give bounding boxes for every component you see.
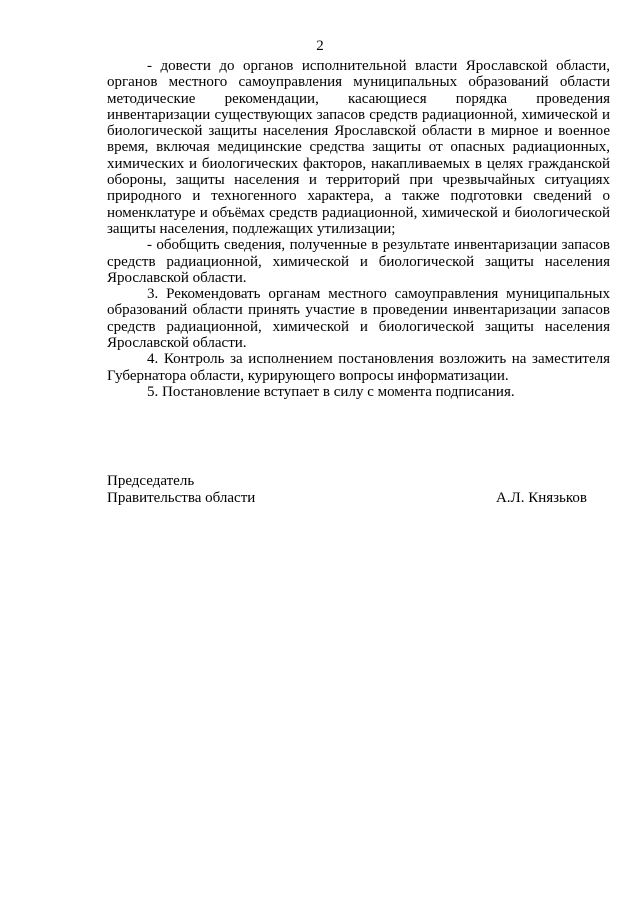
document-body bbox=[107, 58, 610, 400]
signature-block bbox=[107, 473, 587, 507]
page-number: 2 bbox=[316, 38, 324, 54]
paragraph-item-3: 3. Рекомендовать органам местного самоуправления муниципальных образований области принять участие в проведении инвентаризации запасов средств радиационной, химической и биологической защиты населения Ярославской области. bbox=[107, 286, 610, 352]
paragraph-item-5: 5. Постановление вступает в силу с момента подписания. bbox=[147, 383, 515, 400]
signatory-title-line1: Председатель bbox=[107, 473, 195, 489]
signatory-name: А.Л. Князьков bbox=[495, 490, 587, 506]
signatory-title-line2: Правительства области bbox=[107, 490, 256, 506]
signature-row bbox=[107, 490, 587, 507]
paragraph-methodical-recommendations: - довести до органов исполнительной власти Ярославской области, органов местного самоуправления муниципальных образований области методические рекомендации, касающиеся порядка проведения инвентаризации существующих запасов средств радиационной, химической и биологической защиты населения Ярославской области в мирное и военное время, включая медицинские средства защиты от опасных радиационных, химических и биологических факторов, накапливаемых в целях гражданской обороны, защиты населения и территорий при чрезвычайных ситуациях природного и техногенного характера, а также подготовки сведений о номенклатуре и объёмах средств радиационной, химической и биологической защиты населения, подлежащих утилизации; bbox=[107, 58, 610, 237]
paragraph-item-4: 4. Контроль за исполнением постановления возложить на заместителя Губернатора области, курирующего вопросы информатизации. bbox=[107, 351, 610, 384]
paragraph-summarize-data: - обобщить сведения, полученные в результате инвентаризации запасов средств радиационной, химической и биологической защиты населения Ярославской области. bbox=[107, 237, 610, 286]
